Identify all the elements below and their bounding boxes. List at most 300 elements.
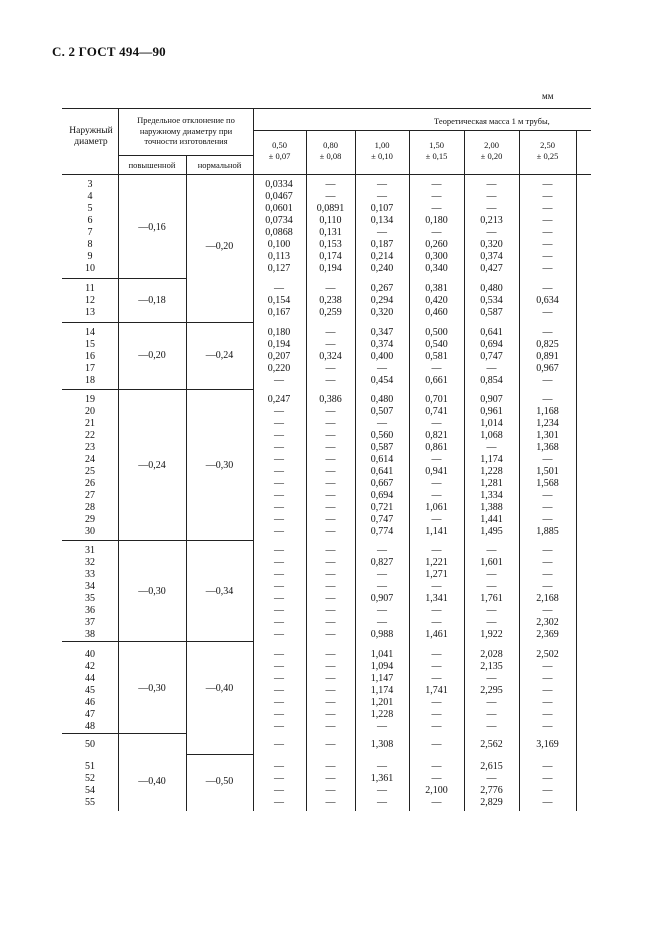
deviation-increased: —0,30 <box>138 586 166 597</box>
table-row <box>0 394 661 405</box>
cell-w150: 0,260 <box>425 239 448 250</box>
cell-w150: — <box>431 661 442 672</box>
cell-w250: 0,891 <box>536 351 559 362</box>
cell-diameter: 23 <box>85 442 95 453</box>
cell-w200: 0,747 <box>480 351 503 362</box>
cell-diameter: 45 <box>85 685 95 696</box>
deviation-normal: —0,40 <box>205 683 234 694</box>
cell-w250: 2,302 <box>536 617 559 628</box>
cell-w050: 0,0734 <box>265 215 293 226</box>
group-separator <box>62 322 253 323</box>
cell-diameter: 9 <box>87 251 93 262</box>
cell-w050: — <box>274 649 284 660</box>
cell-diameter: 28 <box>85 502 95 513</box>
cell-w100: 1,228 <box>370 709 394 720</box>
cell-w080: — <box>325 179 336 190</box>
cell-w050: — <box>274 761 284 772</box>
cell-w150: — <box>431 363 442 374</box>
table-row <box>0 375 661 386</box>
table-row <box>0 490 661 501</box>
cell-diameter: 17 <box>85 363 95 374</box>
cell-w080: — <box>325 797 336 808</box>
cell-w100: — <box>377 418 387 429</box>
cell-w080: — <box>325 739 336 750</box>
cell-w200: — <box>486 773 497 784</box>
cell-diameter: 14 <box>85 327 95 338</box>
cell-w050: 0,100 <box>267 239 291 250</box>
cell-w200: 1,281 <box>480 478 503 489</box>
cell-w200: 1,014 <box>480 418 503 429</box>
cell-w080: — <box>325 191 336 202</box>
cell-w080: 0,259 <box>319 307 342 318</box>
cell-w080: — <box>325 685 336 696</box>
table-row <box>0 761 661 772</box>
header-wall-thickness: 2,50 <box>540 140 555 150</box>
cell-w250: 1,368 <box>536 442 559 453</box>
cell-w150: 0,540 <box>425 339 448 350</box>
cell-w100: — <box>377 227 387 238</box>
cell-w250: 2,168 <box>536 593 559 604</box>
cell-w150: 0,941 <box>425 466 448 477</box>
cell-w150: 1,271 <box>425 569 448 580</box>
cell-w250: 0,825 <box>536 339 559 350</box>
cell-diameter: 34 <box>85 581 95 592</box>
cell-w250: 1,234 <box>536 418 559 429</box>
page-header: С. 2 ГОСТ 494—90 <box>52 44 166 59</box>
group-separator <box>62 641 253 642</box>
cell-w050: — <box>274 545 284 556</box>
cell-w100: 1,361 <box>370 773 394 784</box>
cell-w250: — <box>542 283 553 294</box>
cell-w150: — <box>431 581 442 592</box>
cell-w080: — <box>325 514 336 525</box>
cell-w080: — <box>325 661 336 672</box>
cell-w100: 0,374 <box>370 339 394 350</box>
cell-w050: — <box>274 514 284 525</box>
cell-w150: — <box>431 545 442 556</box>
table-row <box>0 430 661 441</box>
group-separator <box>62 540 253 541</box>
cell-w100: 0,320 <box>370 307 394 318</box>
cell-w250: — <box>542 191 553 202</box>
cell-w050: — <box>274 661 284 672</box>
cell-w080: — <box>325 430 336 441</box>
cell-w200: 0,641 <box>480 327 503 338</box>
cell-w080: — <box>325 617 336 628</box>
header-wall-thickness: 0,50 <box>272 140 287 150</box>
cell-w250: — <box>542 661 553 672</box>
cell-w200: — <box>486 203 497 214</box>
cell-w150: 0,381 <box>425 283 448 294</box>
cell-w100: 0,294 <box>370 295 394 306</box>
cell-w250: — <box>542 502 553 513</box>
cell-w100: — <box>377 785 387 796</box>
cell-w080: 0,238 <box>319 295 342 306</box>
cell-w050: — <box>274 406 284 417</box>
cell-w050: — <box>274 617 284 628</box>
cell-diameter: 3 <box>87 179 93 190</box>
cell-w080: — <box>325 283 336 294</box>
cell-w100: 0,107 <box>370 203 394 214</box>
table-row <box>0 454 661 465</box>
table-row <box>0 721 661 732</box>
cell-w080: 0,386 <box>319 394 342 405</box>
header-wall-tolerance: ± 0,10 <box>371 151 393 161</box>
cell-w150: 0,420 <box>425 295 448 306</box>
cell-w250: — <box>542 773 553 784</box>
cell-w080: — <box>325 454 336 465</box>
cell-w100: 1,041 <box>370 649 394 660</box>
cell-w050: — <box>274 697 284 708</box>
cell-w150: 0,460 <box>425 307 448 318</box>
cell-w150: — <box>431 454 442 465</box>
cell-w250: 2,502 <box>536 649 559 660</box>
cell-w100: — <box>377 721 387 732</box>
cell-w150: — <box>431 418 442 429</box>
cell-w200: 1,334 <box>480 490 503 501</box>
cell-w080: — <box>325 649 336 660</box>
header-wall-tolerance: ± 0,07 <box>268 151 291 161</box>
cell-w100: 0,614 <box>370 454 394 465</box>
cell-w200: 1,495 <box>480 526 503 537</box>
unit-label: мм <box>542 91 554 101</box>
cell-w200: — <box>486 721 497 732</box>
cell-w200: 0,907 <box>480 394 503 405</box>
cell-w050: — <box>274 418 284 429</box>
cell-w200: — <box>486 697 497 708</box>
cell-w200: 1,761 <box>480 593 503 604</box>
cell-w080: — <box>325 478 336 489</box>
table-row <box>0 442 661 453</box>
cell-w150: 0,861 <box>425 442 448 453</box>
cell-w050: — <box>274 797 284 808</box>
cell-w250: — <box>542 215 553 226</box>
cell-w250: — <box>542 581 553 592</box>
cell-diameter: 33 <box>85 569 95 580</box>
cell-w150: 0,701 <box>425 394 448 405</box>
cell-w150: — <box>431 797 442 808</box>
table-row <box>0 797 661 808</box>
cell-w100: — <box>377 581 387 592</box>
table-row <box>0 339 661 350</box>
deviation-normal: —0,20 <box>205 241 234 252</box>
cell-w250: 0,634 <box>536 295 559 306</box>
cell-w080: — <box>325 545 336 556</box>
cell-w100: 0,187 <box>370 239 394 250</box>
cell-w250: — <box>542 761 553 772</box>
cell-w080: — <box>325 490 336 501</box>
cell-w200: — <box>486 581 497 592</box>
cell-w080: — <box>325 502 336 513</box>
cell-w150: 1,221 <box>425 557 448 568</box>
cell-w150: 2,100 <box>425 785 448 796</box>
table-row <box>0 629 661 640</box>
header-wall-tolerance: ± 0,20 <box>480 151 503 161</box>
cell-w200: 0,320 <box>480 239 503 250</box>
cell-w080: — <box>325 406 336 417</box>
cell-diameter: 5 <box>87 203 93 214</box>
deviation-increased: —0,40 <box>138 776 166 787</box>
cell-w250: — <box>542 263 553 274</box>
cell-w150: — <box>431 514 442 525</box>
cell-w100: — <box>377 191 387 202</box>
cell-w050: 0,180 <box>267 327 291 338</box>
cell-diameter: 27 <box>85 490 95 501</box>
cell-diameter: 8 <box>87 239 93 250</box>
cell-diameter: 31 <box>85 545 95 556</box>
table-row <box>0 673 661 684</box>
cell-w050: — <box>274 569 284 580</box>
cell-w080: — <box>325 785 336 796</box>
table-row <box>0 617 661 628</box>
cell-w200: 1,228 <box>480 466 503 477</box>
cell-w200: 0,480 <box>480 283 503 294</box>
cell-w250: 1,501 <box>536 466 559 477</box>
cell-diameter: 47 <box>85 709 95 720</box>
cell-w250: 1,301 <box>536 430 559 441</box>
cell-w080: 0,0891 <box>316 203 345 214</box>
cell-w150: 1,061 <box>425 502 448 513</box>
cell-w050: 0,194 <box>267 339 291 350</box>
cell-w150: — <box>431 227 442 238</box>
table-row <box>0 263 661 274</box>
cell-w200: 0,961 <box>480 406 503 417</box>
cell-diameter: 24 <box>85 454 95 465</box>
table-row <box>0 739 661 750</box>
cell-w050: — <box>274 490 284 501</box>
header-wall-thickness: 1,50 <box>429 140 444 150</box>
table-row <box>0 295 661 306</box>
cell-w050: — <box>274 478 284 489</box>
cell-w100: 0,480 <box>370 394 394 405</box>
cell-w080: — <box>325 339 336 350</box>
cell-w200: — <box>486 179 497 190</box>
cell-w050: — <box>274 785 284 796</box>
cell-w200: 1,441 <box>480 514 503 525</box>
cell-w150: — <box>431 203 442 214</box>
cell-w250: — <box>542 785 553 796</box>
cell-w100: 0,587 <box>370 442 394 453</box>
cell-w100: 0,694 <box>370 490 394 501</box>
cell-w250: 1,568 <box>536 478 559 489</box>
cell-w050: — <box>274 526 284 537</box>
cell-w050: 0,0868 <box>265 227 293 238</box>
cell-w200: 2,615 <box>480 761 503 772</box>
cell-w100: — <box>377 545 387 556</box>
cell-w050: 0,154 <box>267 295 291 306</box>
cell-diameter: 26 <box>85 478 95 489</box>
cell-w050: — <box>274 283 284 294</box>
cell-w200: 0,694 <box>480 339 503 350</box>
cell-w250: — <box>542 227 553 238</box>
cell-w150: 0,300 <box>425 251 448 262</box>
table-row <box>0 418 661 429</box>
cell-w100: — <box>377 617 387 628</box>
deviation-increased: —0,18 <box>138 295 166 306</box>
cell-w100: 0,240 <box>370 263 394 274</box>
cell-diameter: 20 <box>85 406 95 417</box>
cell-w100: 0,988 <box>370 629 394 640</box>
cell-diameter: 44 <box>85 673 95 684</box>
cell-diameter: 55 <box>85 797 95 808</box>
table-row <box>0 545 661 556</box>
cell-w250: 1,885 <box>536 526 559 537</box>
cell-diameter: 19 <box>85 394 95 405</box>
header-outer-diameter: Наружный диаметр <box>69 126 113 147</box>
cell-w100: 0,667 <box>370 478 394 489</box>
cell-w100: — <box>377 605 387 616</box>
cell-w050: — <box>274 773 284 784</box>
header-wall-tolerance: ± 0,08 <box>319 151 342 161</box>
cell-diameter: 11 <box>85 283 95 294</box>
cell-w100: 1,308 <box>370 739 394 750</box>
cell-w250: — <box>542 375 553 386</box>
cell-w080: — <box>325 327 336 338</box>
cell-w080: — <box>325 629 336 640</box>
cell-w050: 0,220 <box>267 363 291 374</box>
cell-w200: — <box>486 605 497 616</box>
cell-w100: — <box>377 569 387 580</box>
table-row <box>0 466 661 477</box>
table-row <box>0 215 661 226</box>
cell-w200: — <box>486 442 497 453</box>
cell-w250: — <box>542 514 553 525</box>
cell-w150: — <box>431 709 442 720</box>
cell-w050: — <box>274 430 284 441</box>
cell-w050: 0,0467 <box>265 191 293 202</box>
cell-w250: — <box>542 797 553 808</box>
cell-w080: 0,131 <box>319 227 342 238</box>
cell-w250: — <box>542 394 553 405</box>
cell-w050: — <box>274 605 284 616</box>
table-row <box>0 593 661 604</box>
cell-w150: — <box>431 490 442 501</box>
cell-diameter: 35 <box>85 593 95 604</box>
cell-w250: — <box>542 490 553 501</box>
cell-w050: — <box>274 557 284 568</box>
cell-w050: 0,113 <box>267 251 291 262</box>
cell-w050: — <box>274 375 284 386</box>
header-wall-thickness: 0,80 <box>323 140 338 150</box>
cell-w250: — <box>542 721 553 732</box>
cell-w100: 0,774 <box>370 526 394 537</box>
table-top-border <box>62 108 591 109</box>
header-wall-thickness: 1,00 <box>374 140 390 150</box>
cell-w050: — <box>274 629 284 640</box>
cell-w150: — <box>431 179 442 190</box>
cell-w200: 0,587 <box>480 307 503 318</box>
table-row <box>0 526 661 537</box>
cell-diameter: 48 <box>85 721 95 732</box>
cell-w200: 1,922 <box>480 629 503 640</box>
cell-w250: — <box>542 203 553 214</box>
cell-w200: 2,295 <box>480 685 503 696</box>
group-separator <box>186 754 253 755</box>
cell-w100: 0,347 <box>370 327 394 338</box>
cell-w150: — <box>431 739 442 750</box>
cell-w150: — <box>431 697 442 708</box>
cell-w150: 1,341 <box>425 593 448 604</box>
cell-w050: — <box>274 593 284 604</box>
table-row <box>0 709 661 720</box>
cell-diameter: 10 <box>85 263 95 274</box>
table-row <box>0 785 661 796</box>
cell-diameter: 15 <box>85 339 95 350</box>
cell-w200: — <box>486 617 497 628</box>
cell-w080: — <box>325 761 336 772</box>
cell-w050: — <box>274 454 284 465</box>
cell-diameter: 32 <box>85 557 95 568</box>
table-row <box>0 605 661 616</box>
cell-w100: 0,267 <box>370 283 394 294</box>
cell-w150: — <box>431 773 442 784</box>
deviation-increased: —0,24 <box>138 460 166 471</box>
header-mass-group: Теоретическая масса 1 м трубы, <box>434 116 550 126</box>
cell-w050: — <box>274 709 284 720</box>
cell-w080: 0,324 <box>319 351 342 362</box>
cell-w150: — <box>431 478 442 489</box>
group-separator <box>62 733 186 734</box>
cell-w100: 0,747 <box>370 514 394 525</box>
cell-w150: 0,821 <box>425 430 448 441</box>
cell-w050: 0,247 <box>267 394 291 405</box>
cell-w080: — <box>325 593 336 604</box>
cell-w250: — <box>542 673 553 684</box>
cell-w200: — <box>486 191 497 202</box>
cell-w100: 0,721 <box>370 502 394 513</box>
cell-w080: — <box>325 557 336 568</box>
deviation-normal: —0,34 <box>205 586 234 597</box>
header-increased: повышенной <box>128 160 176 170</box>
cell-w050: — <box>274 685 284 696</box>
cell-w250: — <box>542 327 553 338</box>
cell-w250: — <box>542 569 553 580</box>
cell-w200: 0,213 <box>480 215 503 226</box>
cell-w100: 0,827 <box>370 557 394 568</box>
cell-w080: 0,194 <box>319 263 342 274</box>
cell-w250: — <box>542 251 553 262</box>
cell-w150: 0,661 <box>425 375 448 386</box>
cell-w200: 0,374 <box>480 251 503 262</box>
table-row <box>0 557 661 568</box>
cell-w080: — <box>325 709 336 720</box>
cell-w150: 0,500 <box>425 327 448 338</box>
cell-w200: 0,427 <box>480 263 503 274</box>
table-row <box>0 697 661 708</box>
cell-w150: — <box>431 721 442 732</box>
cell-w080: — <box>325 605 336 616</box>
cell-w050: 0,207 <box>267 351 291 362</box>
cell-w200: 1,068 <box>480 430 503 441</box>
cell-diameter: 29 <box>85 514 95 525</box>
cell-diameter: 16 <box>85 351 95 362</box>
cell-w200: 0,854 <box>480 375 503 386</box>
cell-w250: — <box>542 685 553 696</box>
cell-w200: — <box>486 709 497 720</box>
cell-diameter: 18 <box>85 375 95 386</box>
table-row <box>0 661 661 672</box>
cell-w050: 0,127 <box>267 263 291 274</box>
cell-w150: 0,741 <box>425 406 448 417</box>
cell-w150: — <box>431 617 442 628</box>
cell-diameter: 50 <box>85 739 95 750</box>
cell-w250: 1,168 <box>536 406 559 417</box>
deviation-normal: —0,50 <box>205 776 234 787</box>
cell-w080: — <box>325 773 336 784</box>
cell-diameter: 6 <box>87 215 93 226</box>
table-row <box>0 685 661 696</box>
cell-w200: 1,174 <box>480 454 503 465</box>
